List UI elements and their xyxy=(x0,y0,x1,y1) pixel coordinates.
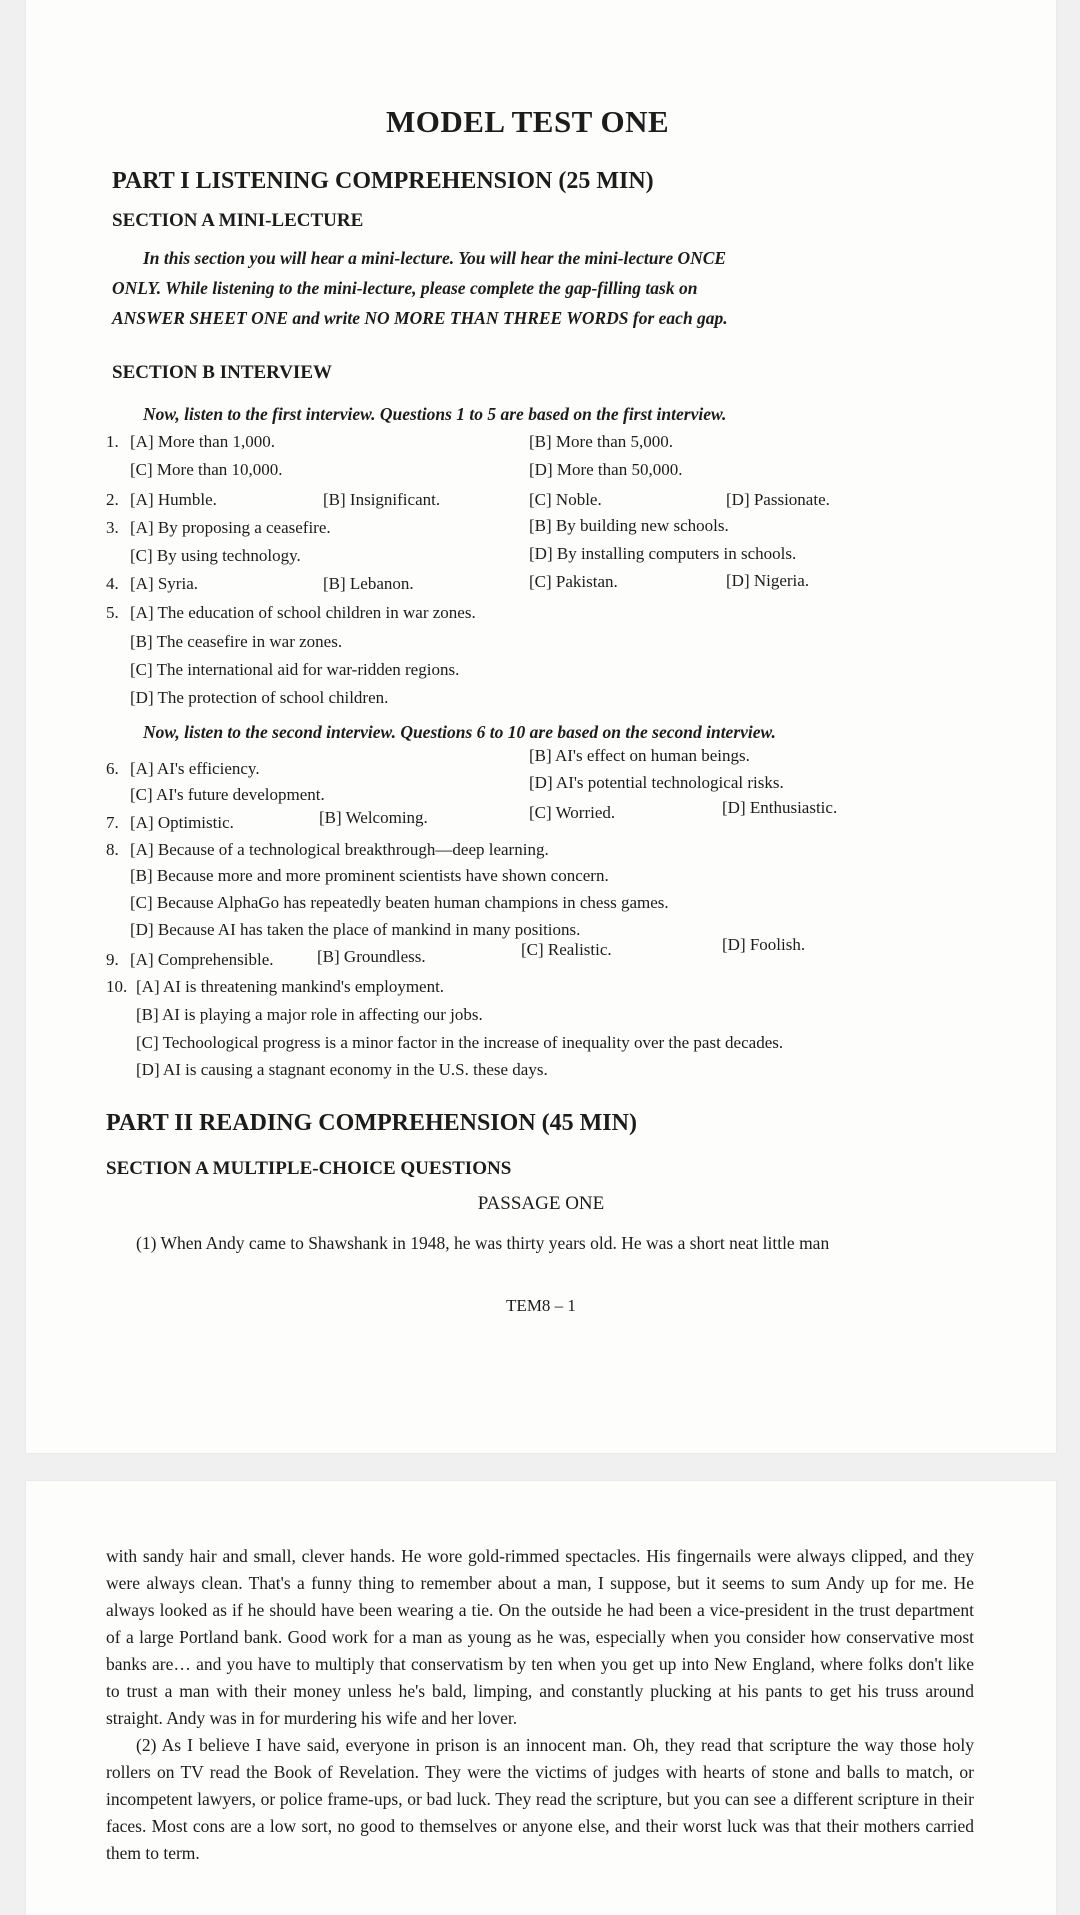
part1-heading: PART I LISTENING COMPREHENSION (25 MIN) xyxy=(112,168,654,194)
option-c: [C] By using technology. xyxy=(130,546,301,565)
page-footer: TEM8 – 1 xyxy=(506,1296,576,1315)
passage-title: PASSAGE ONE xyxy=(477,1193,605,1214)
question-number: 8. xyxy=(106,840,119,859)
section-a-heading: SECTION A MINI-LECTURE xyxy=(112,210,364,231)
option-b: [B] The ceasefire in war zones. xyxy=(130,632,343,651)
question-number: 3. xyxy=(106,518,119,537)
option-b: [B] By building new schools. xyxy=(529,516,729,535)
question-number: 2. xyxy=(106,490,119,509)
option-c: [C] AI's future development. xyxy=(130,785,325,804)
option-d: [D] More than 50,000. xyxy=(529,460,683,479)
option-a: [A] Comprehensible. xyxy=(130,950,274,969)
passage-paragraph-1: with sandy hair and small, clever hands. He wore gold-rimmed spectacles. His fingernails were always clipped, and they were always clean. That's a funny thing to remember about a man, I suppose, but it seems to sum Andy up for me. He always looked as if he should have been wearing a tie. On the outside he had been a vice-president in the trust department of a large Portland bank. Good work for a man as young as he was, especially when you consider how conservative most banks are… and you have to multiply that conservatism by ten when you get up into New England, where folks don't like to trust a man with their money unless he's bald, limping, and constantly plucking at his pants to get his truss around straight. Andy was in for murdering his wife and her lover. xyxy=(106,1546,974,1728)
option-c: [C] Pakistan. xyxy=(529,572,618,591)
option-c: [C] Worried. xyxy=(529,803,616,822)
option-d: [D] Foolish. xyxy=(722,935,806,954)
option-a: [A] AI is threatening mankind's employment. xyxy=(136,977,445,996)
section-a-instruction-line: In this section you will hear a mini-lecture. You will hear the mini-lecture ONCE xyxy=(143,248,727,268)
option-b: [B] Lebanon. xyxy=(323,574,414,593)
option-c: [C] Because AlphaGo has repeatedly beaten human champions in chess games. xyxy=(130,893,669,912)
option-d: [D] AI's potential technological risks. xyxy=(529,773,784,792)
option-b: [B] More than 5,000. xyxy=(529,432,674,451)
option-b: [B] AI's effect on human beings. xyxy=(529,746,750,765)
option-a: [A] Optimistic. xyxy=(130,813,234,832)
option-d: [D] Nigeria. xyxy=(726,571,810,590)
option-d: [D] Enthusiastic. xyxy=(722,798,838,817)
question-number: 1. xyxy=(106,432,119,451)
option-a: [A] Humble. xyxy=(130,490,217,509)
passage-paragraph-2: (2) As I believe I have said, everyone in prison is an innocent man. Oh, they read that scripture the way those holy rollers on TV read the Book of Revelation. They were the victims of judges with hearts of stone and balls to match, or incompetent lawyers, or police frame-ups, or bad luck. They read the scripture, but you can see a different scripture in their faces. Most cons are a low sort, no good to themselves or anyone else, and their worst luck was that their mothers carried them to term. xyxy=(106,1735,974,1863)
interview-two-intro: Now, listen to the second interview. Questions 6 to 10 are based on the second interview. xyxy=(143,722,776,742)
option-c: [C] Realistic. xyxy=(521,940,612,959)
option-d: [D] Because AI has taken the place of mankind in many positions. xyxy=(130,920,581,939)
page-one xyxy=(26,0,1056,1453)
option-d: [D] By installing computers in schools. xyxy=(529,544,797,563)
part2-heading: PART II READING COMPREHENSION (45 MIN) xyxy=(106,1110,637,1136)
section-b-heading: SECTION B INTERVIEW xyxy=(112,362,333,383)
page-title: MODEL TEST ONE xyxy=(386,104,670,139)
option-a: [A] Because of a technological breakthrough—deep learning. xyxy=(130,840,549,859)
option-a: [A] More than 1,000. xyxy=(130,432,275,451)
option-b: [B] Insignificant. xyxy=(323,490,441,509)
option-b: [B] Groundless. xyxy=(317,947,426,966)
section-a-instruction-line: ANSWER SHEET ONE and write NO MORE THAN THREE WORDS for each gap. xyxy=(112,308,728,328)
option-c: [C] The international aid for war-ridden regions. xyxy=(130,660,460,679)
part2-section-a-heading: SECTION A MULTIPLE-CHOICE QUESTIONS xyxy=(106,1158,512,1179)
question-number: 4. xyxy=(106,574,119,593)
option-c: [C] Techoological progress is a minor factor in the increase of inequality over the past decades. xyxy=(136,1033,784,1052)
option-d: [D] Passionate. xyxy=(726,490,830,509)
option-a: [A] The education of school children in war zones. xyxy=(130,603,476,622)
option-b: [B] Because more and more prominent scientists have shown concern. xyxy=(130,866,609,885)
question-number: 5. xyxy=(106,603,119,622)
passage-body xyxy=(106,1543,974,1867)
option-c: [C] Noble. xyxy=(529,490,602,509)
interview-one-intro: Now, listen to the first interview. Questions 1 to 5 are based on the first interview. xyxy=(143,404,727,424)
question-number: 6. xyxy=(106,759,119,778)
section-a-instruction-line: ONLY. While listening to the mini-lecture, please complete the gap-filling task on xyxy=(112,278,698,298)
option-c: [C] More than 10,000. xyxy=(130,460,283,479)
option-a: [A] Syria. xyxy=(130,574,198,593)
option-a: [A] AI's efficiency. xyxy=(130,759,260,778)
passage-first-line: (1) When Andy came to Shawshank in 1948, he was thirty years old. He was a short neat little man xyxy=(136,1233,830,1253)
option-d: [D] The protection of school children. xyxy=(130,688,389,707)
option-d: [D] AI is causing a stagnant economy in the U.S. these days. xyxy=(136,1060,548,1079)
question-number: 10. xyxy=(106,977,128,996)
option-b: [B] Welcoming. xyxy=(319,808,428,827)
option-a: [A] By proposing a ceasefire. xyxy=(130,518,331,537)
page-two xyxy=(26,1481,1056,1915)
question-number: 7. xyxy=(106,813,119,832)
option-b: [B] AI is playing a major role in affecting our jobs. xyxy=(136,1005,483,1024)
question-number: 9. xyxy=(106,950,119,969)
